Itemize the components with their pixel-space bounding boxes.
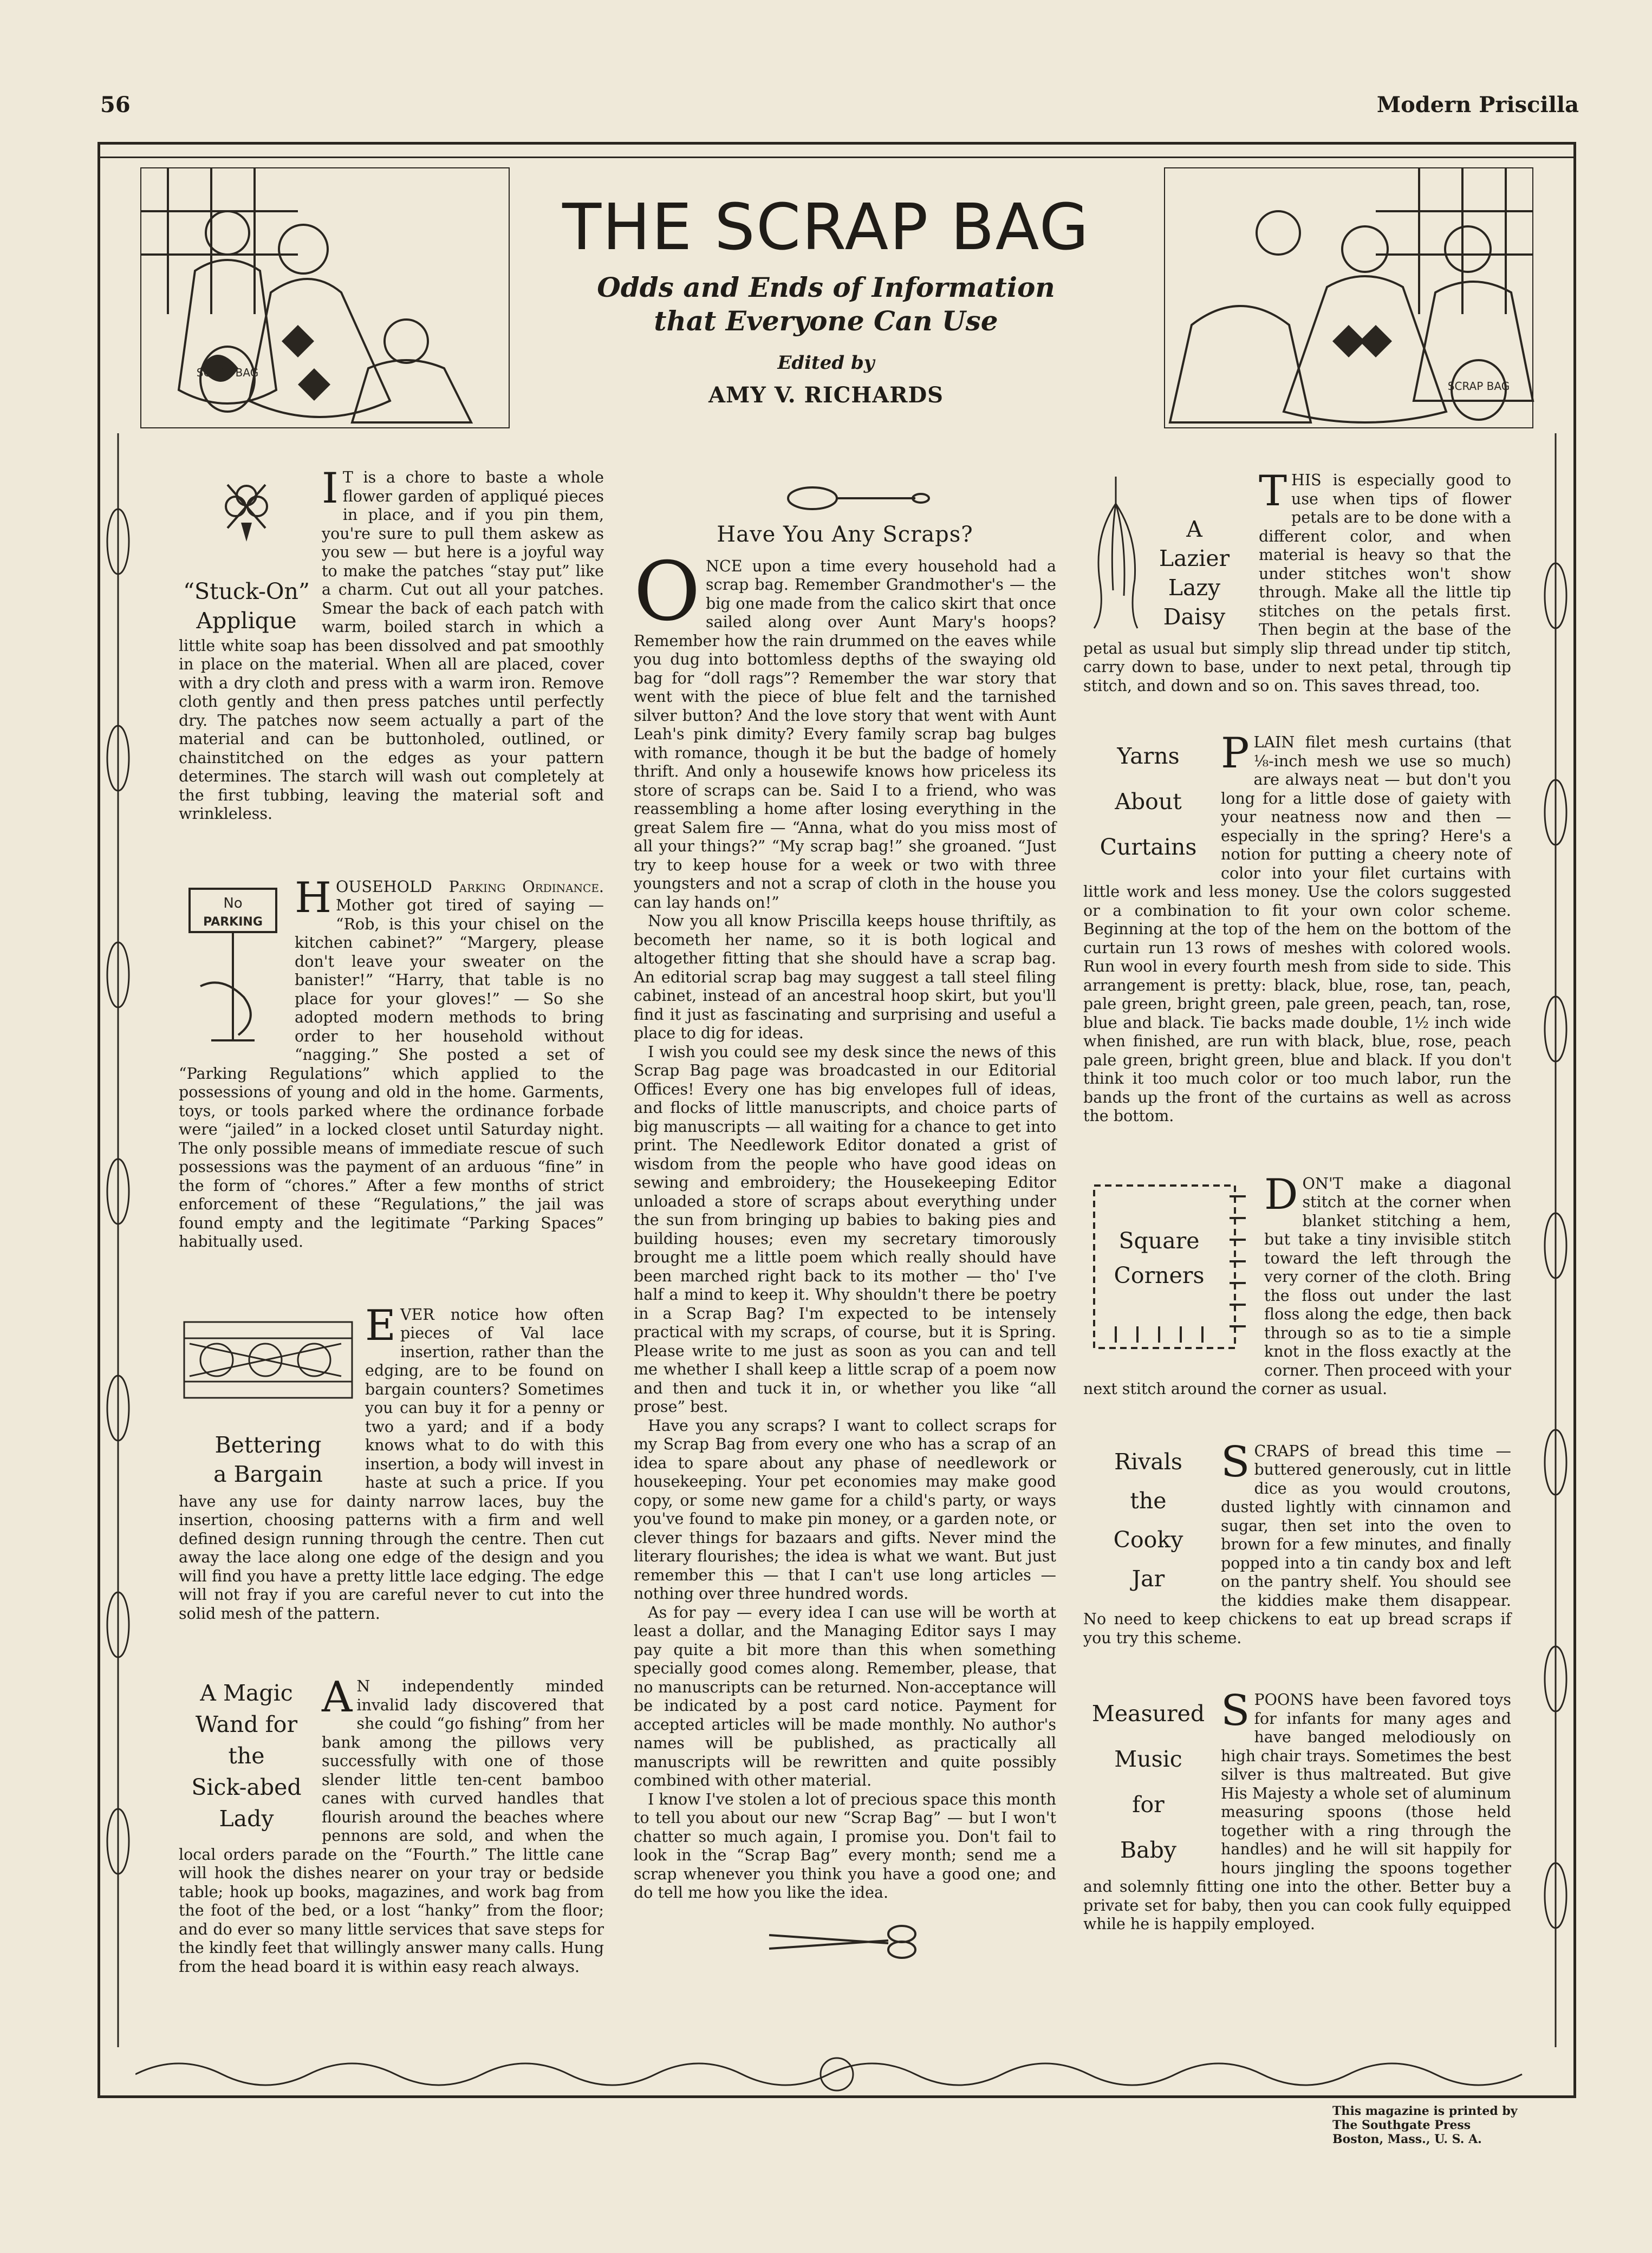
parking-text: Mother got tired of saying — “Rob, is this your chisel on the kitchen cabinet?” “Margery, please don't leave your sweater on the banister!” “Harry, that table is no place for your gloves!” — So she adopted modern methods to bring order to her household without “nagging.” She posted a set of “Parking Regulations” which applied to the possessions of young and old in the home. Garments, toys, or tools parked where the ordinance forbade were “jailed” in a locked closet until Saturday night. The only possible means of immediate rescue of such possessions was the payment of an arduous “fine” in the form of “chores.” After a few months of strict enforcement of these “Regulations,” the jail was found empty and the legitimate “Parking Spaces” habitually used. [179,896,604,1251]
cooky-jar-section [1083,1437,1511,1648]
bargain-label-line-1: Bettering [214,1431,322,1458]
wand-label-line-5: Lady [219,1806,274,1832]
lazy-daisy-section [1083,467,1511,695]
bag-label-right: SCRAP BAG [1447,380,1510,393]
daisy-label-line-1: A [1186,516,1202,542]
scraps-paragraph-4: Have you any scraps? I want to collect scraps for my Scrap Bag from every one who has a scrap of an idea to spare about any phase of needlework or housekeeping. Your pet economies may make good copy, or some new game for a child's party, or ways you've found to make pin money, or a garden note, or clever things for bazaars and gifts. Never mind the literary flourishes; the idea is what we want. But just remember this — that I can't use long articles — nothing over three hundred words. [634,1416,1056,1603]
column-1 [179,464,604,1976]
magic-wand-section [179,1673,604,1976]
bargain-label-box [179,1306,357,1489]
measured-music-text: POONS have been favored toys for infants for many ages and have banged melodiously on high chair trays. Sometimes the best silver is thus maltreated. But give His Majesty a whole set of aluminum measuring spoons (those held together with a ring through the handles) and he will sit happily for hours jingling the spoons together and solemnly fitting one into the other. Better buy a private set for baby, then you can cook fully equipped while he is happily employed. [1083,1691,1511,1933]
page-title: THE SCRAP BAG [562,190,1090,264]
stuck-on-applique-section [179,464,604,824]
bargain-label-line-2: a Bargain [213,1461,323,1487]
frame-top-band [97,142,1576,158]
scraps-paragraph-3: I wish you could see my desk since the news of this Scrap Bag page was broadcasted in our Editorial Offices! Every one has big envelopes full of ideas, and flocks of little manuscripts, and choice parts of big manuscripts — all waiting for a chance to get into print. The Needlework Editor donated a grist of wisdom from the people who have good ideas on sewing and embroidery; the Housekeeping Editor unloaded a store of scraps about everything under the sun from bringing up babies to baking pies and building houses; even my secretary timorously brought me a little poem which really should have been marched right back to its mother — tho' I've half a mind to keep it. Why shouldn't there be poetry in a Scrap Bag? I'm expected to be intensely practical with my scraps, of course, but it is Spring. Please write to me just as soon as you can and tell me whether I shall keep a little scrap of a poem now and then and tuck it in, or whether you like “all prose” best. [634,1043,1056,1416]
dropcap-s-music: S [1221,1687,1250,1735]
edited-by: Edited by [777,352,875,374]
printer-line-1: This magazine is printed by [1332,2104,1518,2118]
curtains-label-line-2: About [1115,789,1182,815]
printer-line-2: The Southgate Press [1332,2118,1471,2132]
dropcap-s: S [1221,1437,1250,1487]
daisy-label-line-4: Daisy [1163,604,1226,630]
bag-label-left: SCRAP BAG [196,366,259,379]
wand-label-line-4: Sick-abed [191,1774,302,1800]
lazy-daisy-label-box [1083,471,1251,634]
bargain-text: VER notice how often pieces of Val lace insertion, rather than the edging, are to be found on bargain counters? Sometimes you can buy it for a penny or two a yard; and if a body knows what to do with this insertion, a body will invest in haste at such a price. If you have any use for dainty narrow laces, buy the insertion, choosing patterns with a firm and well defined design running through the centre. Then cut away the lace along one edge of the design and you will find you have a pretty little lace edging. The edge will not fray if you are careful never to cut into the solid mesh of the pattern. [179,1305,604,1623]
header-right-illustration [1159,162,1538,433]
lazy-daisy-text: HIS is especially good to use when tips of flower petals are to be done with a different color, and when material is heavy so that the under stitches won't show through. Make all the little tip stitches on the petals first. Then begin at the base of the petal as usual but simply slip thread under tip stitch, carry down to base, under to next petal, through tip stitch, and down and so on. This saves thread, too. [1083,471,1511,695]
magazine-title: Modern Priscilla [1376,92,1579,118]
subtitle-line-2: that Everyone Can Use [654,305,998,337]
magic-wand-text: N independently minded invalid lady discovered that she could “go fishing” from her bank among the pillows very successfully with one of those slender little ten-cent bamboo canes with curved handles that flourish around the beaches where pennons are sold, and when the local orders parade on the “Fourth.” The little cane will hook the dishes nearer on your tray or bedside table; hook up books, magazines, and work bag from the foot of the bed, or a lost “hanky” from the floor; and do ever so many little services that save steps for the kindly feet that willingly answer many calls. Hung from the head board it is within easy reach always. [179,1677,604,1976]
dropcap-p: P [1221,729,1250,778]
curtains-label [1083,733,1213,870]
measured-music-section [1083,1687,1511,1934]
bottom-border-ornament [135,2053,1538,2096]
column-2 [634,482,1056,1962]
scraps-paragraph-6: I know I've stolen a lot of precious space this month to tell you about our new “Scrap Bag” — but I won't chatter so much again, I promise you. Don't fail to look in the “Scrap Bag” every month; send me a scrap whenever you think you have a good one; and do tell me how you like the idea. [634,1790,1056,1902]
stuck-label-line-2: Applique [196,608,297,634]
printer-credit [1332,2104,1518,2146]
cooky-jar-text: CRAPS of bread this time — buttered generously, cut in little dice as you would croutons, dusted lightly with cinnamon and sugar, then set into the oven to brown for a few minutes, and finally popped into a tin candy box and left on the pantry shelf. You should see the kiddies make them disappear. No need to keep chickens to eat up bread scraps if you try this scheme. [1083,1442,1511,1647]
scraps-paragraph-1: NCE upon a time every household had a scrap bag. Remember Grandmother's — the big one made from the calico skirt that once sailed along over Aunt Mary's hoops? Remember how the rain drummed on the eaves while you dug into bottomless depths of the swaying old bag for “doll rags”? Remember the war story that went with the piece of blue felt and the tarnished silver button? And the love story that went with Aunt Leah's pink dimity? Every family scrap bag bulges with romance, though it be but the badge of homely thrift. And only a housewife knows how priceless its store of scraps can be. Said I to a friend, who was reassembling a home after losing everything in the great Salem fire — “Anna, what do you miss most of all your things?” “My scrap bag!” she groaned. “Just try to keep house for a week or two with three youngsters and not a scrap of cloth in the house you can lay hands on!” [634,557,1056,911]
scraps-paragraph-2: Now you all know Priscilla keeps house thriftily, as becometh her name, so it is both logical and altogether fitting that she should have a scrap bag. An editorial scrap bag may suggest a tall steel filing cabinet, instead of an ancestral hoop skirt, but you'll find it just as fascinating and surprising and useful a place to dig for ideas. [634,912,1056,1042]
music-label-line-1: Measured [1091,1701,1205,1727]
dropcap-o: O [634,544,700,639]
lazy-daisy-label [1148,515,1240,631]
cooky-label-line-1: Rivals [1114,1448,1182,1475]
header-left-illustration [135,162,515,433]
curtains-label-line-3: Curtains [1100,834,1197,860]
cooky-label-line-4: Jar [1131,1565,1165,1592]
daisy-label-line-3: Lazy [1168,575,1221,601]
editor-name: AMY V. RICHARDS [708,382,944,408]
daisy-label-line-2: Lazier [1159,545,1230,571]
square-corners-text: ON'T make a diagonal stitch at the corner when blanket stitching a hem, but take a tiny invisible stitch toward the left through the very corner of the cloth. Bring the floss out under the last floss along the edge, then back through so as to tie a simple knot in the floss exactly at the corner. Then proceed with your next stitch around the corner as usual. [1083,1174,1511,1398]
bargain-section [179,1301,604,1624]
corners-label-line-1: Square [1118,1227,1200,1254]
wand-label-line-3: the [228,1743,265,1769]
page-number: 56 [100,92,131,118]
stuck-on-applique-label [179,474,314,635]
square-corners-section [1083,1170,1511,1399]
lace-insertion-icon [179,1306,357,1414]
cooky-jar-label [1083,1442,1213,1598]
wand-label-line-2: Wand for [195,1711,298,1737]
scraps-paragraph-5: As for pay — every idea I can use will be worth at least a dollar, and the Managing Editor says I may pay quite a bit more than this when something specially good comes along. Remember, please, that no manuscripts can be returned. Non-acceptance will be indicated by a post card notice. Payment for accepted articles will be made monthly. No author's names will be published, as practically all manuscripts will be rewritten and quite possibly combined with other material. [634,1603,1056,1789]
dropcap-a: A [322,1673,353,1722]
spoon-ornament-icon [634,482,1056,515]
music-label-line-4: Baby [1120,1837,1176,1863]
parking-sign-illustration [179,878,287,1057]
printer-line-3: Boston, Mass., U. S. A. [1332,2132,1482,2146]
sign-parking-text: PARKING [203,915,263,929]
daisy-tassel-icon [1083,471,1148,634]
square-corners-illustration [1083,1175,1257,1364]
page-subtitle [520,271,1132,338]
dropcap-h: H [295,873,332,922]
dropcap-d: D [1264,1170,1298,1219]
left-border-ornament [102,433,134,2047]
wand-label-line-1: A Magic [200,1680,293,1706]
subtitle-line-1: Odds and Ends of Information [597,271,1055,303]
curtains-section [1083,729,1511,1126]
cooky-label-line-2: the [1130,1487,1167,1514]
flower-applique-icon [217,474,276,544]
stuck-label-line-1: “Stuck-On” [183,578,310,604]
measured-music-label [1083,1691,1213,1873]
parking-section [179,873,604,1252]
music-label-line-3: for [1132,1792,1165,1818]
cooky-label-line-3: Cooky [1113,1526,1183,1553]
scissors-ornament-icon [634,1919,1056,1962]
curtains-label-line-1: Yarns [1117,743,1180,769]
dropcap-t: T [1259,467,1287,516]
dropcap-e: E [365,1301,396,1350]
corners-label-line-2: Corners [1114,1262,1205,1288]
column-3 [1083,467,1511,1934]
square-corners-label [1105,1223,1213,1293]
bargain-label [179,1430,357,1489]
magic-wand-label [179,1677,314,1834]
scraps-section-title: Have You Any Scraps? [717,522,973,547]
sign-no-text: No [223,895,243,911]
dropcap-i: I [322,464,339,513]
right-border-ornament [1539,433,1572,2047]
curtains-text: LAIN filet mesh curtains (that ⅛-inch mesh we use so much) are always neat — but don't you long for a little dose of gaiety with your neatness now and then — especially in the spring? Here's a notion for putting a cheery note of color into your filet curtains with little work and less money. Use the colors suggested or a combination to fit your own color scheme. Beginning at the top of the hem on the bottom of the curtain run 13 rows of meshes with colored wools. Run wool in every fourth mesh from side to side. This arrangement is pretty: black, blue, rose, tan, peach, pale green, bright green, pale green, peach, tan, rose, blue and black. Tie backs made double, 1½ inch wide when finished, are run with black, blue, rose, peach pale green, bright green, blue and black. If you don't think it too much color or too much labor, run the bands up the front of the curtains as well as across the bottom. [1083,733,1511,1125]
parking-lead: OUSEHOLD Parking Ordinance. [336,877,604,896]
stuck-on-applique-text: T is a chore to baste a whole flower garden of appliqué pieces in place, and if you pin them, you're sure to pull them askew as you sew — but here is a joyful way to make the patches “stay put” like a charm. Cut out all your patches. Smear the back of each patch with warm, boiled starch in which a little white soap has been dissolved and pat smoothly in place on the material. When all are placed, cover with a dry cloth and press with a warm iron. Remove cloth gently and then press patches until perfectly dry. The patches now seem actually a part of the material and can be buttonholed, outlined, or chainstitched on the edges as your pattern determines. The starch will wash out completely at the first tubbing, leaving the material soft and wrinkleless. [179,468,604,823]
no-parking-sign-icon [179,878,287,1057]
music-label-line-2: Music [1114,1746,1182,1772]
